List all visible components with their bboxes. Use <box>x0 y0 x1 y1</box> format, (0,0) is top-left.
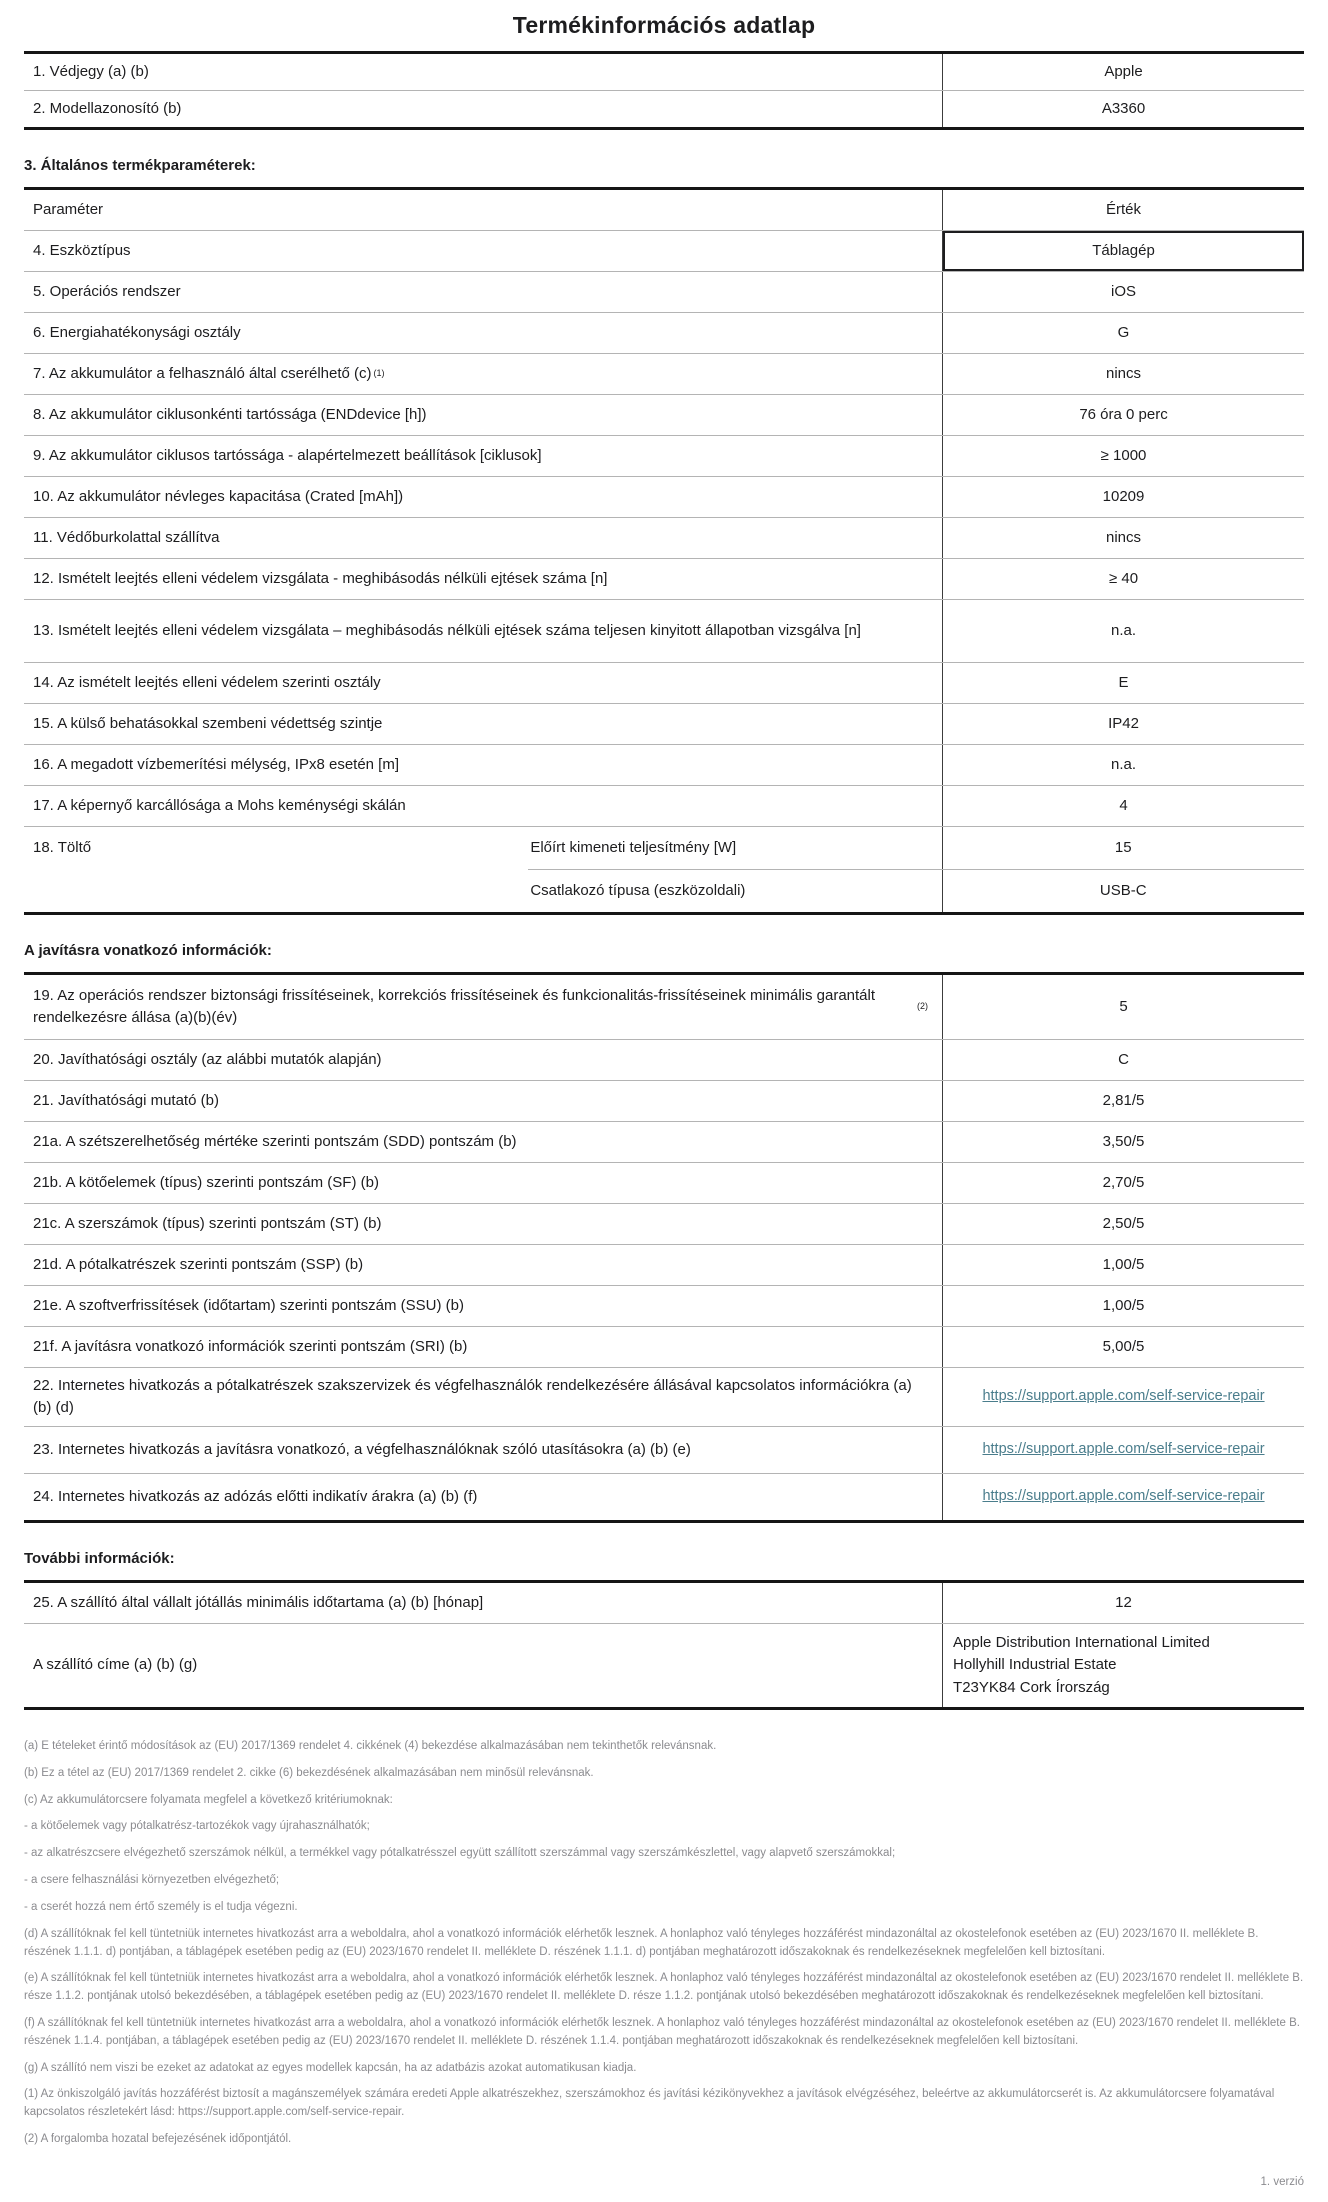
table-row <box>24 395 1304 436</box>
version-label: 1. verzió <box>1260 2175 1304 2188</box>
table-row <box>24 559 1304 600</box>
table-row <box>24 354 1304 395</box>
row-value: n.a. <box>1111 756 1137 773</box>
sub-row-label: Csatlakozó típusa (eszközoldali) <box>528 870 942 912</box>
row-value: 5,00/5 <box>1102 1338 1145 1355</box>
table-row <box>24 272 1304 313</box>
row-value: 1,00/5 <box>1102 1256 1145 1273</box>
row-label: 21d. A pótalkatrészek szerinti pontszám (SSP) (b) <box>24 1245 943 1285</box>
row-label: 24. Internetes hivatkozás az adózás előtti indikatív árakra (a) (b) (f) <box>24 1474 943 1520</box>
row-label: 21c. A szerszámok (típus) szerinti pontszám (ST) (b) <box>24 1204 943 1244</box>
section-heading-additional: További információk: <box>24 1549 175 1567</box>
charger-row <box>24 827 1304 912</box>
supplier-address-value <box>943 1624 1304 1708</box>
row-value <box>943 1368 1304 1426</box>
row-value <box>943 1474 1304 1520</box>
table-row <box>24 1583 1304 1624</box>
row-value: 2,70/5 <box>1102 1174 1145 1191</box>
row-value: E <box>1118 674 1129 691</box>
table-row <box>24 91 1304 127</box>
row-label: 8. Az akkumulátor ciklusonkénti tartóssága (ENDdevice [h]) <box>24 395 943 435</box>
footnote-2: (2) A forgalomba hozatal befejezésének időpontjától. <box>24 2133 292 2145</box>
repair-table <box>24 972 1304 1523</box>
footnote-ref-2: (2) <box>917 1001 929 1011</box>
table-row <box>24 436 1304 477</box>
row-label: 16. A megadott vízbemerítési mélység, IPx8 esetén [m] <box>24 745 943 785</box>
row-label: 22. Internetes hivatkozás a pótalkatrészek szakszervizek és végfelhasználók rendelkezésére állásával kapcsolatos információkra (a) (b) (d) <box>24 1368 943 1426</box>
footnote-c-bullet: - a csere felhasználási környezetben elvégezhető; <box>24 1874 280 1887</box>
row-label: 13. Ismételt leejtés elleni védelem vizsgálata – meghibásodás nélküli ejtések száma teljesen kinyitott állapotban vizsgálva [n] <box>24 600 943 662</box>
row-label: A szállító címe (a) (b) (g) <box>24 1624 943 1708</box>
row-label: 20. Javíthatósági osztály (az alábbi mutatók alapján) <box>24 1040 943 1080</box>
row-label: 1. Védjegy (a) (b) <box>24 54 943 90</box>
address-line: T23YK84 Cork Írország <box>953 1678 1110 1696</box>
row-value: nincs <box>1106 365 1142 382</box>
row-label: 23. Internetes hivatkozás a javításra vonatkozó, a végfelhasználóknak szóló utasításokra (a) (b) (e) <box>24 1427 943 1473</box>
row-value: 10209 <box>1102 488 1145 505</box>
row-value: ≥ 40 <box>1108 570 1139 587</box>
table-row <box>24 518 1304 559</box>
row-label: 7. Az akkumulátor a felhasználó által cserélhető (c) (1) <box>24 354 943 394</box>
row-label: 4. Eszköztípus <box>24 231 943 271</box>
row-value: 12 <box>1115 1594 1132 1611</box>
row-label: 10. Az akkumulátor névleges kapacitása (Crated [mAh]) <box>24 477 943 517</box>
table-row <box>24 1040 1304 1081</box>
row-value: ≥ 1000 <box>1100 447 1147 464</box>
sub-row-value: USB-C <box>1099 882 1147 899</box>
address-line: Hollyhill Industrial Estate <box>953 1656 1117 1673</box>
table-row <box>24 1427 1304 1474</box>
row-label: 11. Védőburkolattal szállítva <box>24 518 943 558</box>
row-label: 21. Javíthatósági mutató (b) <box>24 1081 943 1121</box>
table-row <box>24 600 1304 663</box>
footnotes <box>24 1738 1304 2158</box>
table-row <box>24 1122 1304 1163</box>
row-label: 17. A képernyő karcállósága a Mohs keménységi skálán <box>24 786 943 826</box>
table-row <box>24 1245 1304 1286</box>
table-row <box>24 704 1304 745</box>
sub-row-label: Előírt kimeneti teljesítmény [W] <box>528 827 942 869</box>
table-row <box>24 1368 1304 1427</box>
row-value <box>943 1427 1304 1473</box>
table-row <box>24 1327 1304 1368</box>
row-label: 14. Az ismételt leejtés elleni védelem szerinti osztály <box>24 663 943 703</box>
footnote-g: (g) A szállító nem viszi be ezeket az adatokat az egyes modellek kapcsán, ha az adatbázis azokat automatikusan kiadja. <box>24 2061 637 2074</box>
footnote-f: (f) A szállítóknak fel kell tüntetniük internetes hivatkozást arra a weboldalra, ahol a vonatkozó információk elérhetők lesznek. A honlaphoz való tényleges hozzáférést mindazonáltal az okostelefonok esetében az (EU) 2023/1670 rendelet II. melléklete B. részének 1.1.4. pontjában, a táblagépek esetében pedig az (EU) 2023/1670 rendelet II. melléklete D. részének 1.1.4. pontjában meghatározott időszakoknak és rendelkezéseknek megfelelően kell biztosítani. <box>24 2016 1300 2047</box>
footnote-c-bullet: - az alkatrészcsere elvégezhető szerszámok nélkül, a termékkel vagy pótalkatrésszel együtt szállított szerszámmal vagy szerszámkészlettel, vagy alapvető szerszámokkal; <box>24 1847 896 1860</box>
row-value: 5 <box>1119 998 1128 1015</box>
row-value: A3360 <box>1101 100 1146 118</box>
row-value: 2,50/5 <box>1102 1215 1145 1232</box>
row-value: Apple <box>1104 63 1143 81</box>
self-service-repair-link[interactable]: https://support.apple.com/self-service-repair <box>982 1388 1265 1405</box>
row-value: 3,50/5 <box>1102 1133 1145 1150</box>
table-row <box>24 54 1304 91</box>
table-row <box>24 786 1304 827</box>
page-title: Termékinformációs adatlap <box>512 12 816 38</box>
self-service-repair-link[interactable]: https://support.apple.com/self-service-repair <box>982 1488 1265 1505</box>
column-header-parameter: Paraméter <box>24 190 943 230</box>
row-label: 25. A szállító által vállalt jótállás minimális időtartama (a) (b) [hónap] <box>24 1583 943 1623</box>
table-row <box>24 1286 1304 1327</box>
row-value: nincs <box>1106 529 1142 546</box>
row-label: 18. Töltő <box>33 838 92 856</box>
table-header-row <box>24 190 1304 231</box>
row-value: 76 óra 0 perc <box>1079 406 1168 423</box>
address-line: Apple Distribution International Limited <box>953 1633 1210 1651</box>
sub-row-value: 15 <box>1114 839 1132 856</box>
row-label: 19. Az operációs rendszer biztonsági frissítéseinek, korrekciós frissítéseinek és funkcionalitás-frissítéseinek minimális garantált rendelkezésre állása (a)(b)(év) (2) <box>24 975 943 1039</box>
row-label: 21e. A szoftverfrissítések (időtartam) szerinti pontszám (SSU) (b) <box>24 1286 943 1326</box>
row-value: G <box>1117 324 1130 341</box>
additional-table <box>24 1580 1304 1711</box>
footnote-c-bullet: - a cserét hozzá nem értő személy is el tudja végezni. <box>24 1900 298 1913</box>
row-label: 21a. A szétszerelhetőség mértéke szerinti pontszám (SDD) pontszám (b) <box>24 1122 943 1162</box>
table-row <box>24 1204 1304 1245</box>
row-label: 9. Az akkumulátor ciklusos tartóssága - alapértelmezett beállítások [ciklusok] <box>24 436 943 476</box>
table-row <box>24 745 1304 786</box>
footnote-ref-1: (1) <box>373 368 385 378</box>
table-row <box>24 1163 1304 1204</box>
row-label: 2. Modellazonosító (b) <box>24 91 943 127</box>
charger-sub-table <box>528 827 1304 912</box>
footnote-c-bullet: - a kötőelemek vagy pótalkatrész-tartozékok vagy újrahasználhatók; <box>24 1820 370 1833</box>
table-row <box>24 313 1304 354</box>
general-table <box>24 187 1304 915</box>
row-value: C <box>1118 1051 1129 1068</box>
self-service-repair-link[interactable]: https://support.apple.com/self-service-repair <box>982 1441 1265 1458</box>
row-value: 2,81/5 <box>1102 1092 1145 1109</box>
row-label: 15. A külső behatásokkal szembeni védettség szintje <box>24 704 943 744</box>
row-label: 6. Energiahatékonysági osztály <box>24 313 943 353</box>
row-label: 21b. A kötőelemek (típus) szerinti pontszám (SF) (b) <box>24 1163 943 1203</box>
table-row <box>24 477 1304 518</box>
table-row <box>528 869 1304 912</box>
device-type-value-box: Táblagép <box>943 231 1304 271</box>
row-label: 12. Ismételt leejtés elleni védelem vizsgálata - meghibásodás nélküli ejtések száma [n] <box>24 559 943 599</box>
footnote-a: (a) E tételeket érintő módosítások az (EU) 2017/1369 rendelet 4. cikkének (4) bekezdése alkalmazásában nem tekinthetők relevánsnak. <box>24 1740 717 1752</box>
table-row <box>24 1081 1304 1122</box>
row-value: 1,00/5 <box>1102 1297 1145 1314</box>
row-label: 5. Operációs rendszer <box>24 272 943 312</box>
section-heading-repair: A javításra vonatkozó információk: <box>24 941 272 959</box>
table-row <box>24 1474 1304 1520</box>
row-value: 4 <box>1119 797 1128 814</box>
row-value: IP42 <box>1108 715 1139 732</box>
footnote-e: (e) A szállítóknak fel kell tüntetniük internetes hivatkozást arra a weboldalra, ahol a vonatkozó információk elérhetők lesznek. A honlaphoz való tényleges hozzáférést mindazonáltal az okostelefonok esetében az (EU) 2023/1670 rendelet II. melléklete B. része 1.1.2. pontjának utolsó bekezdésében, a táblagépek esetében pedig az (EU) 2023/1670 rendelet II. melléklete D. része 1.1.2. pontjának utolsó bekezdésében meghatározott időszakoknak és rendelkezéseknek megfelelően kell biztosítani. <box>24 1972 1304 2003</box>
identity-table <box>24 51 1304 130</box>
row-label: 21f. A javításra vonatkozó információk szerinti pontszám (SRI) (b) <box>24 1327 943 1367</box>
footnote-1: (1) Az önkiszolgáló javítás hozzáférést biztosít a magánszemélyek számára eredeti Apple alkatrészekhez, szerszámokhoz és javítási kézikönyvekhez a javítások elvégzéséhez, beleértve az akkumulátorcserét is. Az akkumulátorcsere folyamatával kapcsolatos részletekért lásd: https://support.apple.com/self-service-repair. <box>24 2088 1275 2119</box>
table-row <box>24 663 1304 704</box>
table-row <box>24 231 1304 272</box>
table-row <box>528 827 1304 869</box>
footnote-b: (b) Ez a tétel az (EU) 2017/1369 rendelet 2. cikke (6) bekezdésének alkalmazásában nem minősül relevánsnak. <box>24 1766 594 1779</box>
row-value: n.a. <box>1111 622 1137 639</box>
footnote-c: (c) Az akkumulátorcsere folyamata megfelel a következő kritériumoknak: <box>24 1793 393 1806</box>
row-value: iOS <box>1111 283 1137 300</box>
column-header-value: Érték <box>1106 201 1142 218</box>
supplier-address-row <box>24 1624 1304 1708</box>
section-heading-general: 3. Általános termékparaméterek: <box>24 156 256 174</box>
footnote-d: (d) A szállítóknak fel kell tüntetniük internetes hivatkozást arra a weboldalra, ahol a vonatkozó információk elérhetők lesznek. A honlaphoz való tényleges hozzáférést mindazonáltal az okostelefonok esetében az (EU) 2023/1670 II. melléklete B. részének 1.1.1. d) pontjában, a táblagépek esetében pedig az (EU) 2023/1670 rendelet II. melléklete D. részének 1.1.1. d) pontjában meghatározott időszakoknak és rendelkezéseknek megfelelően kell biztosítani. <box>24 1927 1259 1958</box>
table-row <box>24 975 1304 1040</box>
